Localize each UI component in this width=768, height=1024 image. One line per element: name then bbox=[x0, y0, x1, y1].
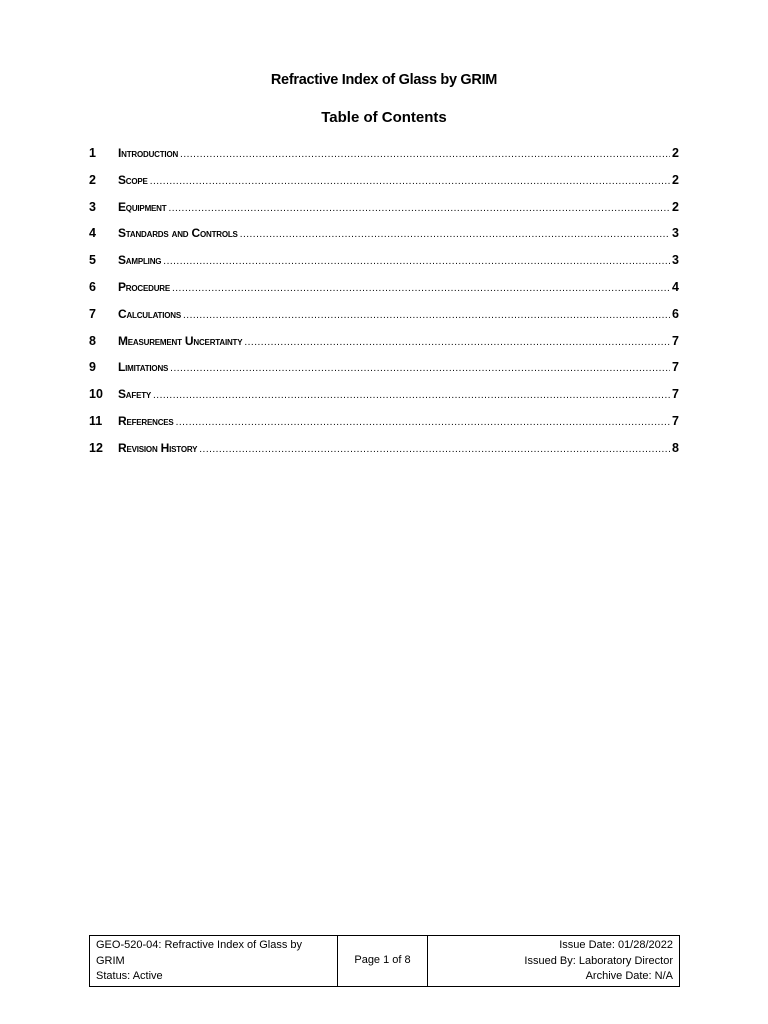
toc-entry-number: 1 bbox=[89, 146, 96, 160]
footer-status: Status: Active bbox=[96, 970, 163, 982]
toc-entry-number: 10 bbox=[89, 387, 103, 402]
dot-leader bbox=[163, 253, 670, 267]
dot-leader bbox=[150, 173, 670, 187]
footer-issued-by: Issued By: Laboratory Director bbox=[524, 954, 673, 967]
toc-entry-calculations[interactable] bbox=[89, 307, 679, 334]
toc-entry-number: 4 bbox=[89, 226, 96, 241]
dot-leader bbox=[183, 307, 670, 321]
toc-entry-title[interactable]: Standards and Controls bbox=[118, 226, 238, 241]
toc-entry-title[interactable]: References bbox=[118, 413, 174, 428]
toc-entry-references[interactable] bbox=[89, 414, 679, 441]
toc-entry-revision-history[interactable] bbox=[89, 441, 679, 468]
dot-leader bbox=[180, 146, 670, 160]
toc-entry-limitations[interactable] bbox=[89, 360, 679, 387]
toc-entry-number: 8 bbox=[89, 333, 96, 348]
toc-entry-number: 6 bbox=[89, 279, 96, 294]
toc-entry-equipment[interactable] bbox=[89, 200, 679, 227]
footer-doc-id-continued: GRIM bbox=[96, 954, 125, 967]
footer-doc-id: GEO-520-04: Refractive Index of Glass by bbox=[96, 939, 303, 951]
footer-page-number: Page 1 of 8 bbox=[354, 954, 411, 967]
dot-leader bbox=[199, 441, 670, 455]
toc-entry-number: 12 bbox=[89, 440, 103, 455]
footer-page-cell bbox=[338, 936, 428, 986]
dot-leader bbox=[170, 360, 670, 374]
toc-entry-sampling[interactable] bbox=[89, 253, 679, 280]
dot-leader bbox=[176, 414, 670, 428]
toc-entry-page: 8 bbox=[672, 440, 679, 455]
toc-entry-number: 2 bbox=[89, 172, 96, 187]
toc-entry-number: 9 bbox=[89, 360, 96, 375]
toc-entry-title[interactable]: Equipment bbox=[118, 199, 167, 214]
toc-entry-page: 4 bbox=[672, 279, 679, 294]
toc-entry-title[interactable]: Safety bbox=[118, 387, 152, 402]
dot-leader bbox=[244, 334, 670, 348]
toc-entry-measurement-uncertainty[interactable] bbox=[89, 334, 679, 361]
toc-entry-page: 2 bbox=[672, 146, 679, 160]
toc-entry-number: 7 bbox=[89, 306, 96, 321]
toc-entry-page: 7 bbox=[672, 413, 679, 428]
toc-entry-title[interactable]: Sampling bbox=[118, 253, 162, 268]
toc-entry-page: 7 bbox=[672, 333, 679, 348]
footer-archive-date: Archive Date: N/A bbox=[585, 970, 673, 982]
toc-entry-title[interactable]: Measurement Uncertainty bbox=[118, 333, 243, 348]
toc-entry-title[interactable]: Calculations bbox=[118, 306, 182, 321]
toc-entry-page: 2 bbox=[672, 199, 679, 214]
toc-entry-title[interactable]: Procedure bbox=[118, 279, 170, 294]
toc-entry-title[interactable]: Limitations bbox=[118, 360, 169, 375]
footer-issue-date: Issue Date: 01/28/2022 bbox=[559, 939, 673, 951]
table-of-contents bbox=[89, 146, 679, 468]
toc-entry-procedure[interactable] bbox=[89, 280, 679, 307]
toc-entry-number: 5 bbox=[89, 253, 96, 268]
toc-entry-page: 3 bbox=[672, 253, 679, 268]
dot-leader bbox=[168, 200, 670, 214]
toc-entry-safety[interactable] bbox=[89, 387, 679, 414]
toc-entry-page: 3 bbox=[672, 226, 679, 241]
toc-entry-page: 2 bbox=[672, 172, 679, 187]
toc-entry-introduction[interactable] bbox=[89, 146, 679, 173]
footer-document-info bbox=[90, 936, 338, 986]
toc-entry-title[interactable]: Introduction bbox=[118, 146, 179, 160]
toc-heading: Table of Contents bbox=[321, 109, 447, 126]
footer-issue-info bbox=[428, 936, 679, 986]
toc-entry-standards-and-controls[interactable] bbox=[89, 226, 679, 253]
page-footer bbox=[89, 935, 680, 987]
document-title: Refractive Index of Glass by GRIM bbox=[270, 72, 498, 88]
toc-entry-page: 7 bbox=[672, 360, 679, 375]
dot-leader bbox=[172, 280, 670, 294]
dot-leader bbox=[153, 387, 670, 401]
toc-entry-page: 6 bbox=[672, 306, 679, 321]
toc-entry-number: 3 bbox=[89, 199, 96, 214]
toc-entry-title[interactable]: Revision History bbox=[118, 440, 198, 455]
toc-entry-title[interactable]: Scope bbox=[118, 172, 148, 187]
dot-leader bbox=[240, 226, 670, 240]
toc-entry-scope[interactable] bbox=[89, 173, 679, 200]
toc-entry-number: 11 bbox=[89, 413, 103, 428]
toc-entry-page: 7 bbox=[672, 387, 679, 402]
